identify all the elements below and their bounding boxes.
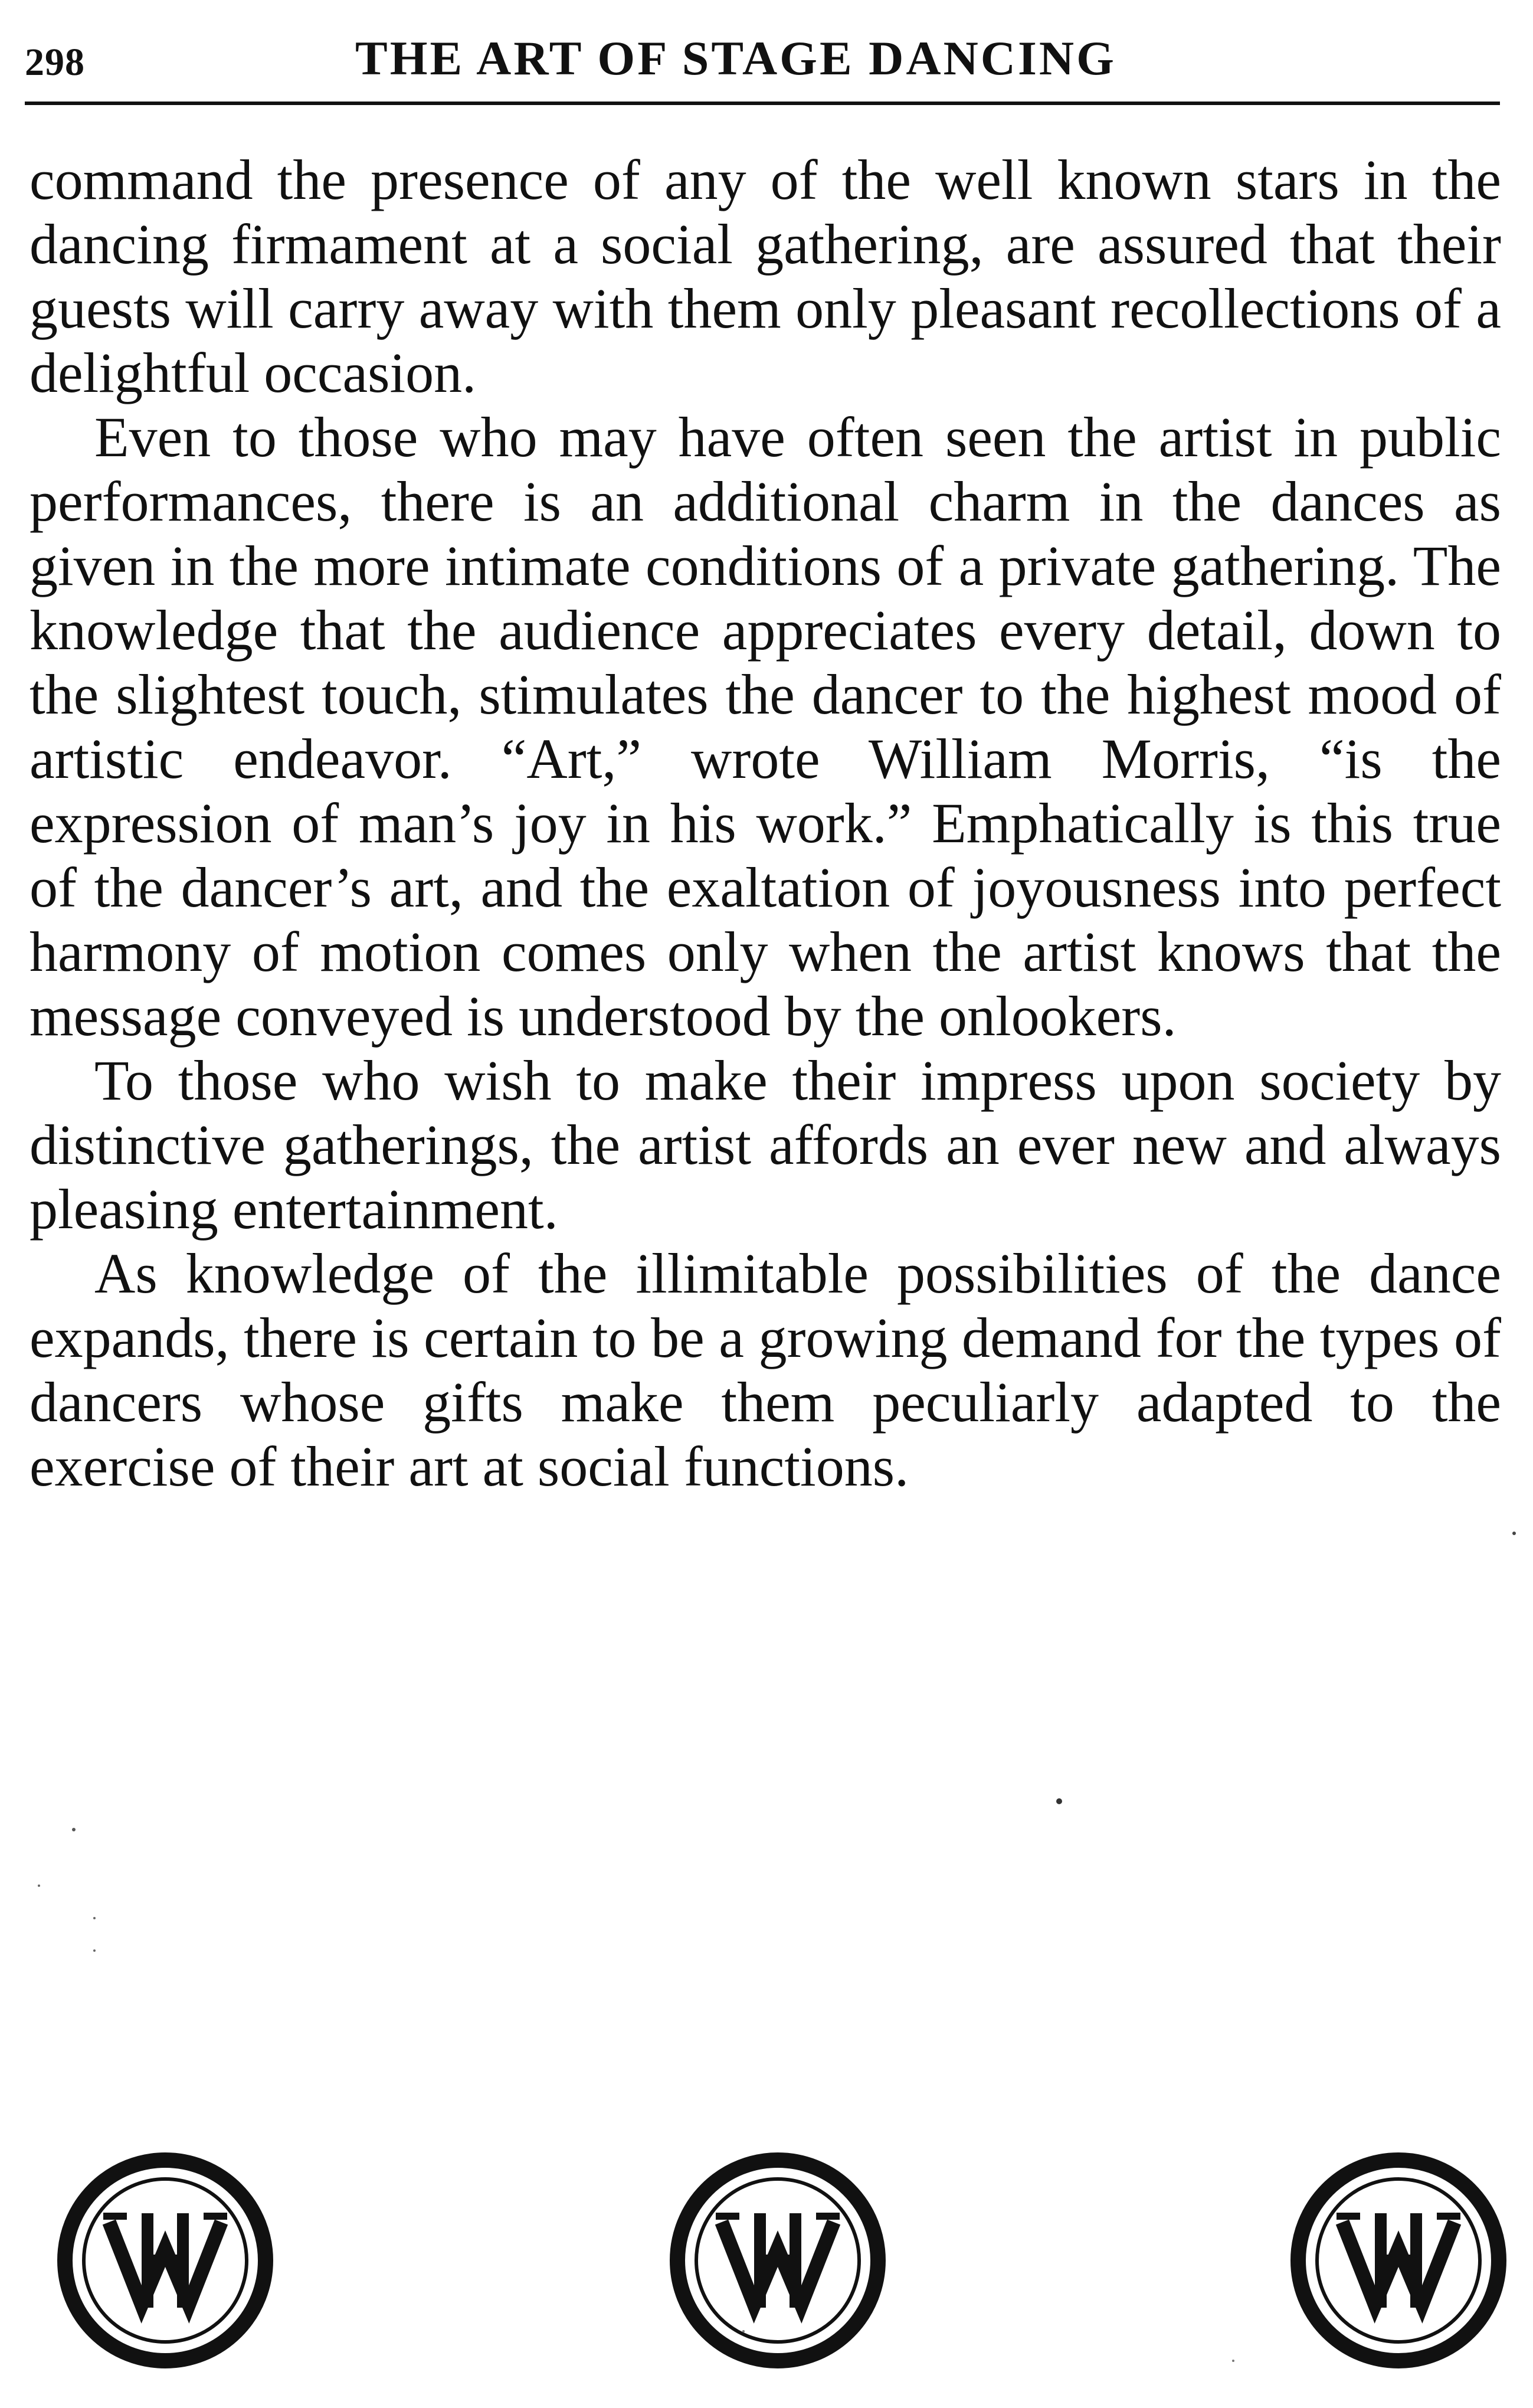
monogram-seal-icon [1286, 2148, 1511, 2373]
running-head [25, 22, 1500, 99]
ornament-row [0, 2148, 1533, 2384]
monogram-seal-icon [53, 2148, 277, 2373]
page-number: 298 [25, 41, 85, 84]
paragraph: As knowledge of the illimitable possibilities of the dance expands, there is certain to be a growing demand for the types of dancers whose gifts make them peculiarly adapted to the exercise of their art at social functions. [30, 1242, 1501, 1498]
header-rule [25, 102, 1500, 105]
body-text [30, 148, 1501, 1499]
paragraph: Even to those who may have often seen the artist in public performances, there is an additional charm in the dances as given in the more intimate conditions of a private gathering. The knowledge that the audience appreciates every detail, down to the slightest touch, stimulates the dancer to the highest mood of artistic endeavor. “Art,” wrote William Morris, “is the expression of man’s joy in his work.” Emphatically is this true of the dancer’s art, and the exaltation of joyousness into perfect harmony of motion comes only when the artist knows that the message conveyed is understood by the onlookers. [30, 405, 1501, 1048]
running-title: THE ART OF STAGE DANCING [355, 31, 1116, 85]
monogram-seal-icon [666, 2148, 890, 2373]
paragraph-continuation: command the presence of any of the well known stars in the dancing firmament at a social gathering, are assured that their guests will carry away with them only pleasant recollections of a delightful occasion. [30, 148, 1501, 404]
paragraph: To those who wish to make their impress upon society by distinctive gatherings, the artist affords an ever new and always pleasing entertainment. [30, 1049, 1501, 1241]
